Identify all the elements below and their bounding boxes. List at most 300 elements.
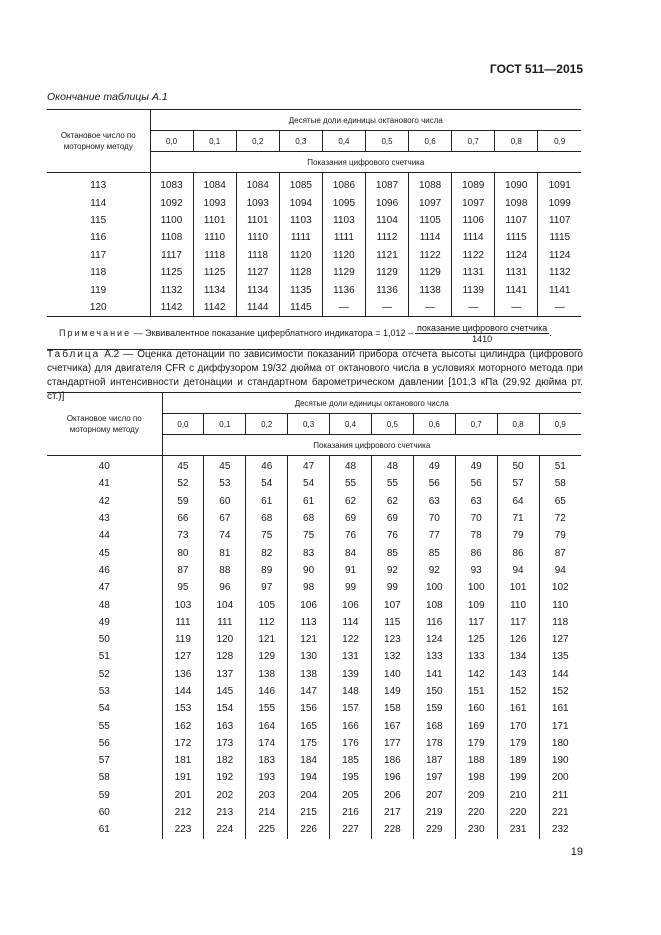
counter-value-cell: 1098 <box>495 194 538 211</box>
tenths-value: 0,5 <box>371 414 413 435</box>
counter-value-cell: 62 <box>330 493 372 510</box>
table-row <box>47 787 581 804</box>
counter-value-cell: 80 <box>162 544 204 561</box>
counter-value-cell: 110 <box>497 596 539 613</box>
table-row <box>47 752 581 769</box>
table-row <box>47 212 581 229</box>
counter-value-cell: 73 <box>162 527 204 544</box>
counter-value-cell: 75 <box>288 527 330 544</box>
counter-value-cell: 1132 <box>548 267 571 279</box>
counter-value-cell: 107 <box>371 596 413 613</box>
tenths-header: Десятые доли единицы октанового числа <box>150 110 581 131</box>
counter-value-cell: 117 <box>455 614 497 631</box>
counter-value-cell: 160 <box>455 700 497 717</box>
counter-value-cell: 1114 <box>452 229 495 246</box>
tenths-value: 0,5 <box>365 131 408 152</box>
counter-value-cell: 122 <box>330 631 372 648</box>
counter-value-cell: 77 <box>413 527 455 544</box>
counter-value-cell: 156 <box>288 700 330 717</box>
counter-value-cell: 57 <box>497 475 539 492</box>
counter-value-cell: 1093 <box>236 194 279 211</box>
counter-value-cell: 89 <box>246 562 288 579</box>
counter-value-cell: 1103 <box>322 212 365 229</box>
counter-value-cell: 45 <box>204 456 246 476</box>
octane-number-cell: 61 <box>47 821 162 838</box>
counter-value-cell: 1134 <box>236 281 279 298</box>
table-row <box>47 717 581 734</box>
counter-value-cell: 1093 <box>193 194 236 211</box>
counter-value-cell: 87 <box>554 547 566 559</box>
counter-value-cell: 54 <box>288 475 330 492</box>
table-continuation-title: Окончание таблицы А.1 <box>47 91 168 103</box>
table-a2-label: Таблица <box>47 349 101 360</box>
counter-value-cell: 206 <box>371 787 413 804</box>
counter-value-cell: 1096 <box>365 194 408 211</box>
octane-number-cell: 46 <box>47 562 162 579</box>
counter-value-cell: 121 <box>288 631 330 648</box>
tenths-value: 0,9 <box>538 131 581 152</box>
counter-value-cell: 183 <box>246 752 288 769</box>
counter-value-cell: 169 <box>455 717 497 734</box>
counter-value-cell: 221 <box>551 807 569 819</box>
counter-value-cell: 61 <box>288 493 330 510</box>
octane-number-cell: 54 <box>47 700 162 717</box>
tenths-value: 0,6 <box>409 131 452 152</box>
counter-value-cell: 51 <box>554 461 566 473</box>
counter-value-cell: 143 <box>497 666 539 683</box>
counter-value-cell: 55 <box>330 475 372 492</box>
counter-value-cell: 65 <box>554 495 566 507</box>
counter-value-cell: 1106 <box>452 212 495 229</box>
counter-value-cell: 47 <box>288 456 330 476</box>
counter-value-cell: 60 <box>204 493 246 510</box>
counter-value-cell: 173 <box>204 735 246 752</box>
counter-value-cell: 158 <box>371 700 413 717</box>
counter-value-cell: 164 <box>246 717 288 734</box>
counter-value-cell: 53 <box>204 475 246 492</box>
tenths-value: 0,7 <box>452 131 495 152</box>
counter-value-cell: 217 <box>371 804 413 821</box>
counter-value-cell: 132 <box>371 648 413 665</box>
counter-value-cell: 94 <box>554 564 566 576</box>
counter-value-cell: 1087 <box>365 173 408 195</box>
counter-value-cell: 111 <box>162 614 204 631</box>
tenths-value: 0,8 <box>497 414 539 435</box>
counter-value-cell: 85 <box>371 544 413 561</box>
counter-value-cell: 140 <box>371 666 413 683</box>
counter-value-cell: 72 <box>554 513 566 525</box>
counter-value-cell: 157 <box>330 700 372 717</box>
tenths-value: 0,7 <box>455 414 497 435</box>
table-note <box>47 317 581 350</box>
counter-value-cell: 96 <box>204 579 246 596</box>
counter-value-cell: 1136 <box>322 281 365 298</box>
counter-value-cell: 1142 <box>150 299 193 317</box>
counter-value-cell: 179 <box>455 735 497 752</box>
counter-value-cell: 100 <box>455 579 497 596</box>
counter-value-cell: 1129 <box>409 264 452 281</box>
counter-value-cell: 100 <box>413 579 455 596</box>
counter-value-cell: 67 <box>204 510 246 527</box>
table-row <box>47 683 581 700</box>
octane-number-cell: 60 <box>47 804 162 821</box>
octane-number-cell: 59 <box>47 787 162 804</box>
counter-value-cell: 1120 <box>322 247 365 264</box>
table-row <box>47 631 581 648</box>
counter-value-cell: 78 <box>455 527 497 544</box>
octane-number-cell: 52 <box>47 666 162 683</box>
counter-value-cell: 153 <box>162 700 204 717</box>
counter-value-cell: 1125 <box>193 264 236 281</box>
counter-value-cell: 1121 <box>365 247 408 264</box>
octane-number-cell: 117 <box>47 247 150 264</box>
counter-value-cell: 114 <box>330 614 372 631</box>
counter-value-cell: 1112 <box>365 229 408 246</box>
counter-value-cell: 87 <box>162 562 204 579</box>
counter-value-cell: 1085 <box>279 173 322 195</box>
counter-value-cell: 204 <box>288 787 330 804</box>
counter-value-cell: 133 <box>413 648 455 665</box>
octane-number-cell: 115 <box>47 212 150 229</box>
counter-value-cell: 226 <box>288 821 330 838</box>
counter-value-cell: 178 <box>413 735 455 752</box>
counter-value-cell: 145 <box>204 683 246 700</box>
counter-value-cell: 92 <box>371 562 413 579</box>
counter-value-cell: 214 <box>246 804 288 821</box>
counter-value-cell: 117 <box>497 614 539 631</box>
table-row <box>47 510 581 527</box>
counter-value-cell: 81 <box>204 544 246 561</box>
counter-value-cell: 70 <box>455 510 497 527</box>
table-a2 <box>47 392 581 839</box>
counter-value-cell: 134 <box>497 648 539 665</box>
table-row <box>47 173 581 195</box>
tenths-value: 0,9 <box>539 414 581 435</box>
counter-value-cell: 187 <box>413 752 455 769</box>
digital-counter-header: Показания цифрового счетчика <box>150 152 581 173</box>
counter-value-cell: 1101 <box>193 212 236 229</box>
counter-value-cell: 194 <box>288 769 330 786</box>
counter-value-cell: 68 <box>288 510 330 527</box>
counter-value-cell: 161 <box>551 703 569 715</box>
counter-value-cell: 1105 <box>409 212 452 229</box>
counter-value-cell: 213 <box>204 804 246 821</box>
counter-value-cell: 138 <box>246 666 288 683</box>
counter-value-cell: 1088 <box>409 173 452 195</box>
counter-value-cell: 1120 <box>279 247 322 264</box>
counter-value-cell: 61 <box>246 493 288 510</box>
counter-value-cell: 161 <box>497 700 539 717</box>
counter-value-cell: 56 <box>413 475 455 492</box>
counter-value-cell: 92 <box>413 562 455 579</box>
counter-value-cell: 105 <box>246 596 288 613</box>
counter-value-cell: 106 <box>288 596 330 613</box>
counter-value-cell: 138 <box>288 666 330 683</box>
counter-value-cell: 212 <box>162 804 204 821</box>
counter-value-cell: 64 <box>497 493 539 510</box>
table-row <box>47 456 581 476</box>
counter-value-cell: 1122 <box>409 247 452 264</box>
counter-value-cell: 69 <box>371 510 413 527</box>
counter-value-cell: 215 <box>288 804 330 821</box>
table-row <box>47 493 581 510</box>
octane-number-header: Октановое число по моторному методу <box>47 110 150 173</box>
note-numerator: показание цифрового счетчика <box>417 322 548 333</box>
counter-value-cell: 82 <box>246 544 288 561</box>
counter-value-cell: 191 <box>162 769 204 786</box>
counter-value-cell: 176 <box>330 735 372 752</box>
page-number: 19 <box>570 846 583 858</box>
counter-value-cell: 227 <box>330 821 372 838</box>
counter-value-cell: 182 <box>204 752 246 769</box>
counter-value-cell: 85 <box>413 544 455 561</box>
counter-value-cell: 102 <box>551 582 569 594</box>
counter-value-cell: 1117 <box>150 247 193 264</box>
counter-value-cell: 99 <box>330 579 372 596</box>
counter-value-cell: 205 <box>330 787 372 804</box>
counter-value-cell: 48 <box>371 456 413 476</box>
tenths-value: 0,3 <box>279 131 322 152</box>
counter-value-cell: 159 <box>413 700 455 717</box>
counter-value-cell: 118 <box>552 616 569 628</box>
counter-value-cell: 1101 <box>236 212 279 229</box>
octane-number-cell: 57 <box>47 752 162 769</box>
counter-value-cell: 104 <box>204 596 246 613</box>
counter-value-cell: 116 <box>413 614 455 631</box>
counter-value-cell: 193 <box>246 769 288 786</box>
counter-value-cell: 146 <box>246 683 288 700</box>
counter-value-cell: 1084 <box>193 173 236 195</box>
counter-value-cell: — <box>495 299 538 317</box>
counter-value-cell: 86 <box>455 544 497 561</box>
counter-value-cell: 74 <box>204 527 246 544</box>
table-row <box>47 614 581 631</box>
octane-number-cell: 43 <box>47 510 162 527</box>
counter-value-cell: 232 <box>551 824 569 836</box>
counter-value-cell: 195 <box>330 769 372 786</box>
counter-value-cell: 62 <box>371 493 413 510</box>
counter-value-cell: 196 <box>371 769 413 786</box>
counter-value-cell: 144 <box>162 683 204 700</box>
counter-value-cell: 200 <box>551 772 569 784</box>
counter-value-cell: 189 <box>497 752 539 769</box>
table-row <box>47 247 581 264</box>
counter-value-cell: 1092 <box>150 194 193 211</box>
counter-value-cell: 220 <box>455 804 497 821</box>
counter-value-cell: 137 <box>204 666 246 683</box>
counter-value-cell: 152 <box>497 683 539 700</box>
counter-value-cell: 112 <box>246 614 288 631</box>
octane-number-cell: 58 <box>47 769 162 786</box>
table-row <box>47 735 581 752</box>
counter-value-cell: 148 <box>330 683 372 700</box>
counter-value-cell: 186 <box>371 752 413 769</box>
counter-value-cell: 90 <box>288 562 330 579</box>
counter-value-cell: 109 <box>455 596 497 613</box>
counter-value-cell: 1104 <box>365 212 408 229</box>
counter-value-cell: 69 <box>330 510 372 527</box>
counter-value-cell: — <box>322 299 365 317</box>
tenths-header: Десятые доли единицы октанового числа <box>162 393 581 414</box>
counter-value-cell: 229 <box>413 821 455 838</box>
table-row <box>47 475 581 492</box>
counter-value-cell: 1083 <box>150 173 193 195</box>
counter-value-cell: 168 <box>413 717 455 734</box>
counter-value-cell: 127 <box>162 648 204 665</box>
counter-value-cell: 219 <box>413 804 455 821</box>
counter-value-cell: 91 <box>330 562 372 579</box>
counter-value-cell: 1144 <box>236 299 279 317</box>
counter-value-cell: 199 <box>497 769 539 786</box>
counter-value-cell: 83 <box>288 544 330 561</box>
counter-value-cell: 209 <box>455 787 497 804</box>
counter-value-cell: 1111 <box>322 229 365 246</box>
counter-value-cell: 52 <box>162 475 204 492</box>
octane-number-cell: 119 <box>47 281 150 298</box>
tenths-value: 0,1 <box>204 414 246 435</box>
counter-value-cell: 184 <box>288 752 330 769</box>
counter-value-cell: 55 <box>371 475 413 492</box>
table-row <box>47 769 581 786</box>
counter-value-cell: 1124 <box>495 247 538 264</box>
counter-value-cell: 135 <box>551 651 569 663</box>
counter-value-cell: 1118 <box>236 247 279 264</box>
counter-value-cell: — <box>554 301 565 313</box>
counter-value-cell: 197 <box>413 769 455 786</box>
counter-value-cell: 79 <box>554 530 566 542</box>
counter-value-cell: 1094 <box>279 194 322 211</box>
counter-value-cell: 1124 <box>548 249 571 261</box>
table-a1-end <box>47 109 581 350</box>
counter-value-cell: 1091 <box>548 180 571 192</box>
tenths-value: 0,0 <box>150 131 193 152</box>
counter-value-cell: 1086 <box>322 173 365 195</box>
octane-number-cell: 45 <box>47 544 162 561</box>
counter-value-cell: 1107 <box>548 214 571 226</box>
counter-value-cell: 152 <box>551 686 569 697</box>
counter-value-cell: 66 <box>162 510 204 527</box>
counter-value-cell: 63 <box>413 493 455 510</box>
octane-number-cell: 50 <box>47 631 162 648</box>
counter-value-cell: 46 <box>246 456 288 476</box>
counter-value-cell: 79 <box>497 527 539 544</box>
counter-value-cell: — <box>452 299 495 317</box>
table-row <box>47 821 581 838</box>
counter-value-cell: 155 <box>246 700 288 717</box>
counter-value-cell: 1095 <box>322 194 365 211</box>
tenths-value: 0,2 <box>246 414 288 435</box>
counter-value-cell: 166 <box>330 717 372 734</box>
note-denominator: 1410 <box>472 333 493 344</box>
counter-value-cell: 70 <box>413 510 455 527</box>
counter-value-cell: 1134 <box>193 281 236 298</box>
counter-value-cell: 71 <box>497 510 539 527</box>
counter-value-cell: 1118 <box>193 247 236 264</box>
octane-number-cell: 55 <box>47 717 162 734</box>
counter-value-cell: 1136 <box>365 281 408 298</box>
counter-value-cell: 1131 <box>452 264 495 281</box>
counter-value-cell: 224 <box>204 821 246 838</box>
table-row <box>47 281 581 298</box>
octane-number-cell: 42 <box>47 493 162 510</box>
counter-value-cell: 93 <box>455 562 497 579</box>
table-row <box>47 648 581 665</box>
counter-value-cell: 129 <box>246 648 288 665</box>
tenths-value: 0,3 <box>288 414 330 435</box>
counter-value-cell: 124 <box>413 631 455 648</box>
counter-value-cell: 76 <box>330 527 372 544</box>
table-row <box>47 527 581 544</box>
counter-value-cell: 110 <box>552 599 569 611</box>
counter-value-cell: 188 <box>455 752 497 769</box>
octane-number-cell: 114 <box>47 194 150 211</box>
counter-value-cell: 198 <box>455 769 497 786</box>
counter-value-cell: 190 <box>551 755 569 767</box>
note-label: Примечание <box>59 327 132 338</box>
counter-value-cell: 216 <box>330 804 372 821</box>
counter-value-cell: 111 <box>204 614 246 631</box>
counter-value-cell: 54 <box>246 475 288 492</box>
counter-value-cell: 1115 <box>549 232 571 244</box>
octane-number-cell: 44 <box>47 527 162 544</box>
octane-number-cell: 40 <box>47 456 162 476</box>
counter-value-cell: — <box>409 299 452 317</box>
counter-value-cell: 1084 <box>236 173 279 195</box>
counter-value-cell: 202 <box>204 787 246 804</box>
counter-value-cell: 48 <box>330 456 372 476</box>
table-row <box>47 579 581 596</box>
counter-value-cell: 185 <box>330 752 372 769</box>
table-row <box>47 562 581 579</box>
counter-value-cell: 142 <box>455 666 497 683</box>
counter-value-cell: 1115 <box>495 229 538 246</box>
table-row <box>47 264 581 281</box>
table-a2-caption-text: А.2 — Оценка детонации по зависимости показаний прибора отсчета высоты цилиндра (цифрового счетчика) для двигателя CFR с диффузором 19/32 дюйма от октанового числа в условиях моторного метода при стандартной интенсивности детонации и стандартном барометрическом давлении [101,3 кПа (29,92 дюйма рт. ст.)] <box>47 349 583 402</box>
counter-value-cell: 1139 <box>452 281 495 298</box>
counter-value-cell: 1128 <box>279 264 322 281</box>
counter-value-cell: 63 <box>455 493 497 510</box>
counter-value-cell: 1135 <box>279 281 322 298</box>
counter-value-cell: 88 <box>204 562 246 579</box>
octane-number-cell: 118 <box>47 264 150 281</box>
table-row <box>47 804 581 821</box>
counter-value-cell: 94 <box>497 562 539 579</box>
octane-number-cell: 51 <box>47 648 162 665</box>
counter-value-cell: 49 <box>455 456 497 476</box>
counter-value-cell: 120 <box>204 631 246 648</box>
counter-value-cell: 1099 <box>548 197 571 209</box>
counter-value-cell: 1142 <box>193 299 236 317</box>
tenths-value: 0,1 <box>193 131 236 152</box>
counter-value-cell: 1097 <box>452 194 495 211</box>
octane-number-cell: 56 <box>47 735 162 752</box>
counter-value-cell: 154 <box>204 700 246 717</box>
counter-value-cell: 144 <box>551 668 569 680</box>
counter-value-cell: 45 <box>162 456 204 476</box>
counter-value-cell: 130 <box>288 648 330 665</box>
counter-value-cell: 1114 <box>409 229 452 246</box>
note-fraction <box>415 323 549 344</box>
counter-value-cell: 174 <box>246 735 288 752</box>
counter-value-cell: 97 <box>246 579 288 596</box>
table-row <box>47 229 581 246</box>
octane-number-cell: 53 <box>47 683 162 700</box>
counter-value-cell: 225 <box>246 821 288 838</box>
table-row <box>47 700 581 717</box>
counter-value-cell: 86 <box>497 544 539 561</box>
tenths-value: 0,8 <box>495 131 538 152</box>
counter-value-cell: 165 <box>288 717 330 734</box>
